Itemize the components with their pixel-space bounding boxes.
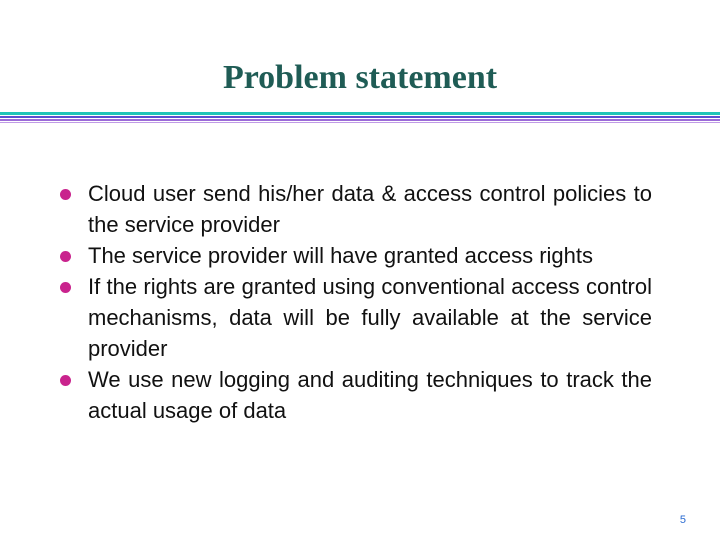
title-underline-teal bbox=[0, 112, 720, 115]
bullet-dot-icon bbox=[60, 251, 71, 262]
bullet-text: Cloud user send his/her data & access control policies to the service provider bbox=[88, 181, 652, 237]
bullet-text: We use new logging and auditing techniques to track the actual usage of data bbox=[88, 367, 652, 423]
title-underline-lilac bbox=[0, 122, 720, 123]
bullet-text: If the rights are granted using conventional access control mechanisms, data will be fully available at the service provider bbox=[88, 274, 652, 361]
bullet-text: The service provider will have granted access rights bbox=[88, 243, 594, 268]
bullet-item bbox=[88, 178, 652, 240]
bullet-dot-icon bbox=[60, 375, 71, 386]
title-underline-purple bbox=[0, 116, 720, 118]
slide-title: Problem statement bbox=[222, 59, 498, 96]
title-underline-violet bbox=[0, 119, 720, 121]
bullet-dot-icon bbox=[60, 282, 71, 293]
bullet-list bbox=[88, 178, 652, 426]
page-number: 5 bbox=[679, 514, 686, 526]
bullet-dot-icon bbox=[60, 189, 71, 200]
bullet-item bbox=[88, 240, 652, 271]
bullet-item bbox=[88, 364, 652, 426]
bullet-item bbox=[88, 271, 652, 364]
